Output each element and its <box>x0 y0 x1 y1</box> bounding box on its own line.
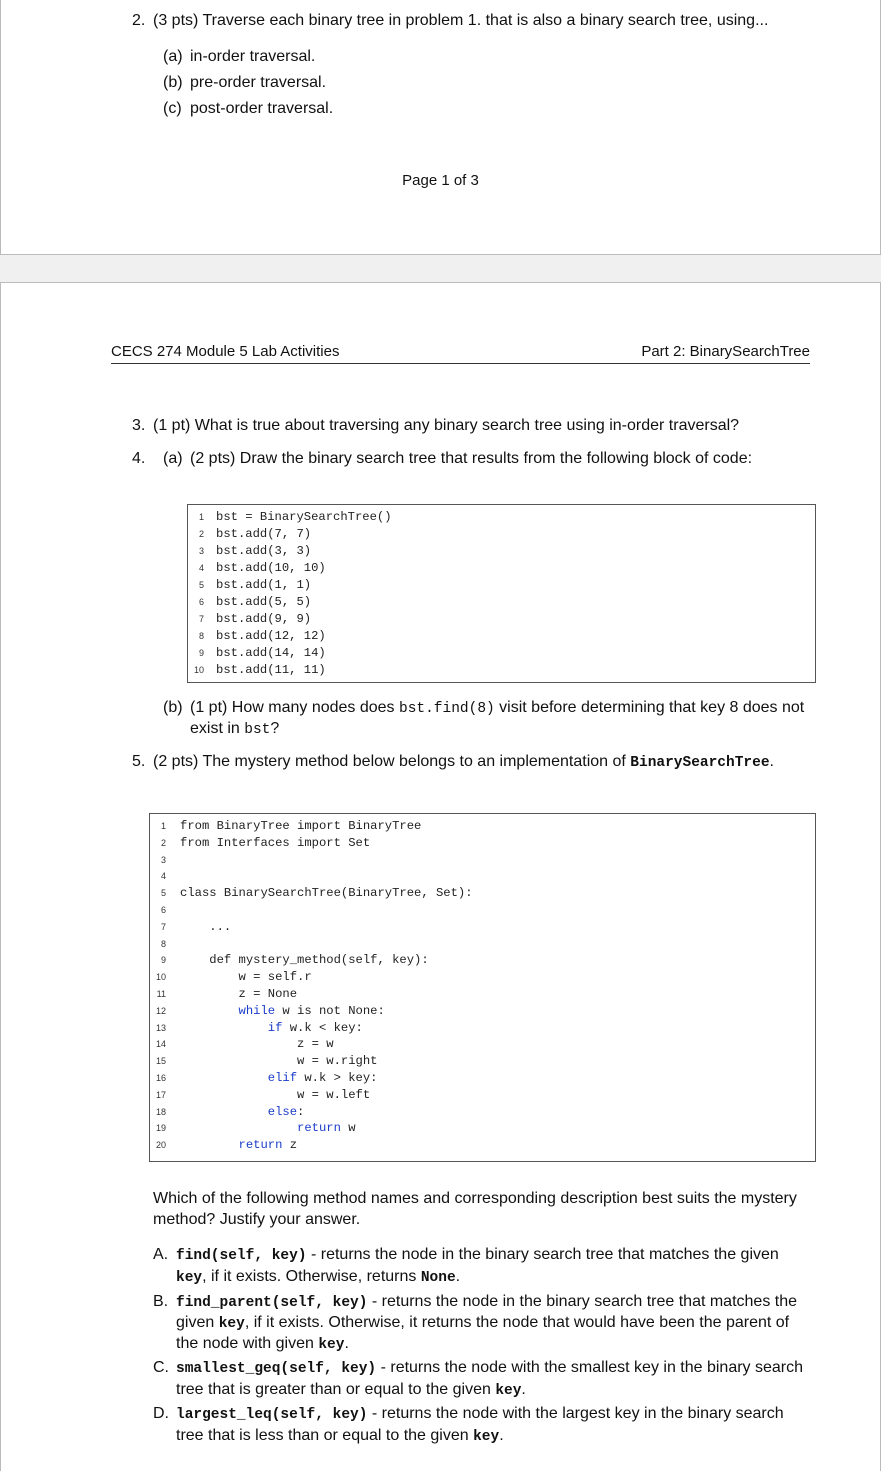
q2-item-a-label: (a) <box>163 48 183 65</box>
code-block-mystery <box>149 813 816 1162</box>
line-number: 15 <box>155 1056 166 1067</box>
line-number: 13 <box>155 1022 166 1033</box>
option-text: . <box>455 1268 461 1285</box>
line-number: 8 <box>160 938 166 949</box>
option-d-line-1 <box>176 1404 784 1425</box>
code-keyword: if <box>267 1020 283 1035</box>
code-keyword: while <box>238 1003 276 1018</box>
option-text: . <box>521 1381 526 1398</box>
option-a-line-1 <box>176 1245 779 1266</box>
line-number: 12 <box>155 1005 166 1016</box>
option-text: , if it exists. Otherwise, returns <box>202 1268 421 1285</box>
q5-text-part: (2 pts) The mystery method below belongs to an implementation of <box>153 753 626 770</box>
option-b-signature: find_parent(self, key) <box>176 1295 368 1311</box>
option-code: key <box>473 1429 500 1445</box>
option-b-line-2 <box>176 1313 789 1334</box>
header-rule <box>111 363 810 364</box>
line-number: 20 <box>155 1140 166 1151</box>
option-text: tree that is less than or equal to the given <box>176 1427 474 1444</box>
q5-number: 5. <box>132 753 146 770</box>
q3-number: 3. <box>132 417 146 434</box>
code-line: bst.add(11, 11) <box>216 663 326 677</box>
code-line: w = w.right <box>180 1054 378 1069</box>
option-text: . <box>344 1335 349 1352</box>
option-b-label: B. <box>153 1293 169 1310</box>
code-line: from BinaryTree import BinaryTree <box>180 819 422 833</box>
code-line: bst.add(1, 1) <box>216 578 312 592</box>
q4b-text: visit before determining that key 8 does not <box>499 699 805 716</box>
q5-text-part: . <box>769 753 774 770</box>
q2-item-c-label: (c) <box>163 100 182 117</box>
code-keyword: else <box>267 1104 298 1119</box>
option-text: . <box>499 1427 504 1444</box>
code-line: bst.add(10, 10) <box>216 561 326 575</box>
code-line: bst.add(7, 7) <box>216 527 312 541</box>
code-line: from Interfaces import Set <box>180 835 371 850</box>
q4b-label: (b) <box>163 699 183 716</box>
option-d-signature: largest_leq(self, key) <box>176 1407 368 1423</box>
code-line: z = w <box>180 1037 334 1052</box>
option-a-signature: find(self, key) <box>176 1248 307 1264</box>
line-number: 6 <box>198 597 204 607</box>
code-line: return z <box>238 1138 298 1153</box>
code-line: else: <box>267 1104 305 1119</box>
q2-item-c-text: post-order traversal. <box>190 100 334 117</box>
code-line: w = self.r <box>180 970 312 985</box>
q2-text: (3 pts) Traverse each binary tree in problem 1. that is also a binary search tree, using... <box>153 12 769 29</box>
q2-item-b-label: (b) <box>163 74 183 91</box>
q4b-text: exist in <box>190 720 240 737</box>
code-line: bst.add(12, 12) <box>216 629 326 643</box>
code-keyword: return <box>297 1121 341 1136</box>
line-number: 7 <box>160 921 166 932</box>
code-keyword: elif <box>267 1071 298 1085</box>
line-number: 14 <box>155 1039 166 1050</box>
line-number: 17 <box>155 1089 166 1100</box>
code-line: return w <box>297 1121 356 1136</box>
q4b-line-2 <box>190 719 279 740</box>
option-b-line-1 <box>176 1292 797 1313</box>
option-c-signature: smallest_geq(self, key) <box>176 1361 377 1377</box>
q5-text <box>153 752 774 773</box>
option-text: the node with given <box>176 1335 319 1352</box>
line-number: 7 <box>198 614 204 624</box>
line-number: 2 <box>160 837 166 848</box>
option-c-line-1 <box>176 1358 803 1379</box>
line-number: 5 <box>160 888 166 899</box>
option-code: key <box>176 1270 203 1286</box>
option-text: - returns the node in the binary search tree that matches the <box>367 1293 798 1310</box>
q4b-code: bst.find(8) <box>399 701 495 717</box>
page-2 <box>0 282 881 1471</box>
option-b-line-3 <box>176 1334 349 1355</box>
line-number: 6 <box>160 905 166 915</box>
q3-text: (1 pt) What is true about traversing any binary search tree using in-order traversal? <box>153 417 740 434</box>
line-number: 16 <box>155 1073 166 1083</box>
line-number: 10 <box>155 972 166 983</box>
code-line: ... <box>180 919 232 934</box>
q4b-code: bst <box>244 722 271 738</box>
option-code: None <box>420 1270 456 1286</box>
q4a-label: (a) <box>163 450 183 467</box>
option-c-label: C. <box>153 1359 169 1376</box>
option-d-label: D. <box>153 1405 169 1422</box>
option-a-line-2 <box>176 1267 460 1288</box>
code-line: def mystery_method(self, key): <box>180 953 429 968</box>
line-number: 1 <box>160 821 166 831</box>
q5-question-line-1: Which of the following method names and corresponding description best suits the mystery <box>153 1190 797 1207</box>
code-line: while w is not None: <box>238 1003 385 1018</box>
q4-number: 4. <box>132 450 146 467</box>
option-text: - returns the node in the binary search tree that matches the given <box>306 1246 779 1263</box>
line-number: 11 <box>156 989 166 999</box>
option-text: - returns the node with the largest key in the binary search <box>367 1405 784 1422</box>
line-number: 10 <box>193 665 204 675</box>
line-number: 3 <box>160 854 166 865</box>
code-line: bst.add(5, 5) <box>216 595 312 609</box>
line-number: 3 <box>198 546 204 556</box>
line-number: 9 <box>198 648 204 658</box>
page-1 <box>0 0 881 255</box>
code-line: w = w.left <box>180 1087 371 1102</box>
line-number: 4 <box>198 563 204 573</box>
option-a-label: A. <box>153 1246 169 1263</box>
code-keyword: return <box>238 1138 283 1153</box>
option-text: , if it exists. Otherwise, it returns the node that would have been the parent of <box>244 1314 790 1331</box>
option-code: key <box>218 1316 245 1332</box>
line-number: 9 <box>160 955 166 966</box>
option-text: - returns the node with the smallest key in the binary search <box>376 1359 804 1376</box>
q4a-text: (2 pts) Draw the binary search tree that results from the following block of code: <box>190 450 753 467</box>
q2-item-a-text: in-order traversal. <box>190 48 316 65</box>
q5-code-name: BinarySearchTree <box>630 755 770 771</box>
q2-number: 2. <box>132 12 146 29</box>
option-text: given <box>176 1314 219 1331</box>
code-line: bst.add(14, 14) <box>216 646 326 660</box>
code-line: class BinarySearchTree(BinaryTree, Set): <box>180 886 473 901</box>
option-code: key <box>495 1383 522 1399</box>
header-right: Part 2: BinarySearchTree <box>641 343 810 360</box>
line-number: 2 <box>198 529 204 539</box>
option-d-line-2 <box>176 1426 504 1447</box>
page-gap <box>0 255 881 282</box>
option-text: tree that is greater than or equal to the given <box>176 1381 496 1398</box>
q4b-text: (1 pt) How many nodes does <box>190 699 395 716</box>
header-left: CECS 274 Module 5 Lab Activities <box>111 343 340 360</box>
option-c-line-2 <box>176 1380 526 1401</box>
code-line: bst.add(3, 3) <box>216 544 312 558</box>
line-number: 19 <box>155 1123 166 1134</box>
code-line: if w.k < key: <box>267 1020 363 1035</box>
line-number: 4 <box>160 871 166 882</box>
line-number: 8 <box>198 631 204 641</box>
code-block-bst <box>187 504 816 683</box>
q2-item-b-text: pre-order traversal. <box>190 74 327 91</box>
line-number: 18 <box>155 1106 166 1117</box>
code-line: elif w.k > key: <box>267 1071 378 1085</box>
q5-question-line-2: method? Justify your answer. <box>153 1211 361 1228</box>
code-line: bst.add(9, 9) <box>216 612 312 626</box>
q4b-text: ? <box>270 720 280 737</box>
option-code: key <box>318 1337 345 1353</box>
q4b-line-1 <box>190 698 804 719</box>
line-number: 5 <box>198 580 204 590</box>
code-line: bst = BinarySearchTree() <box>216 510 392 524</box>
code-line: z = None <box>180 987 298 1001</box>
page-footer: Page 1 of 3 <box>402 172 479 189</box>
line-number: 1 <box>198 512 204 522</box>
